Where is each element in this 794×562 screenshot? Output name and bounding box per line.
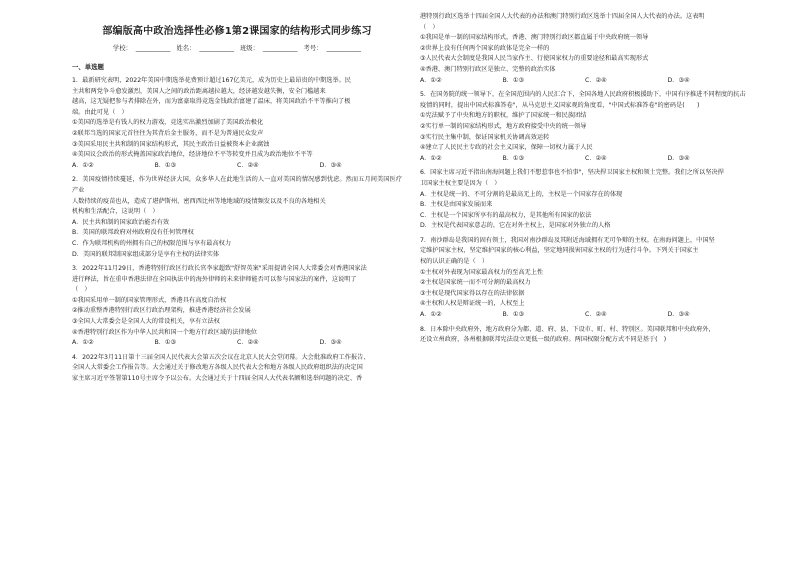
question-option: B．美国的联邦政府对州政府没有任何管理权: [72, 229, 194, 237]
question-stem-line: 1．最新研究表明，2022年美国中期选举花费预计超过167亿美元，成为历史上最昂贵的中期选举。民: [72, 77, 351, 84]
question-stem-line: 全国人大常委会工作报告等。大会通过关于修改地方各级人民代表大会和地方各级人民政府组织法的决定国: [72, 364, 363, 372]
question-block: [72, 353, 402, 385]
answer-choice[interactable]: A．①②: [420, 154, 442, 162]
question-block: [420, 90, 750, 164]
section-heading: 一、单选题: [72, 63, 104, 71]
question-stem-line: 7．南沙群岛是我国的固有领土，我国对南沙群岛及其附近海域拥有无可争辩的主权。在南海问题上，中国坚: [420, 236, 715, 244]
question-stem-line: 人数持续的疫苗也从，造成了堪萨斯州、密西西比州等地地域的疫情频发以及不良的各地相关: [72, 197, 326, 205]
question-option: ①主权对外表现为国家最高权力的至高无上性: [420, 268, 544, 276]
left-column: [72, 10, 402, 389]
question-option: ③人民代表大会制度是我国人民当家作主、行使国家权力的重要途径和最高实现形式: [420, 55, 649, 63]
question-option: ②推动重整香港特别行政区行政治理架构，推进香港经济社会发展: [72, 307, 251, 315]
question-option: ③全国人大常委会是全国人大的常设机关，享有立法权: [72, 318, 220, 326]
question-block: [72, 264, 402, 349]
answer-choice[interactable]: D．③④: [319, 339, 342, 347]
name-label: 姓名：: [176, 45, 196, 52]
answer-choice[interactable]: D．③④: [667, 154, 690, 162]
question-stem-line: 主共和两党争斗愈发激烈，美国人之间的政治距离越拉越大，经济越发越失衡，安全门槛越来: [72, 87, 326, 95]
answer-choice[interactable]: D．③④: [667, 311, 690, 319]
question-option: ②主权是国家统一而不可分割的最高权力: [420, 279, 531, 287]
question-block: [420, 168, 750, 232]
answer-choices: [420, 76, 750, 87]
question-stem-line: 进行释法，旨在重申香港法律在全国执法中的海外律师的未来律师能否可以参与国家法的案件，这说明了: [72, 275, 357, 283]
question-stem-line: 端。由此可见（ ）: [72, 108, 128, 116]
question-option: ④主权和人权是辩证统一的，人权至上: [420, 300, 525, 308]
right-column: [420, 12, 750, 350]
answer-choice[interactable]: C．②④: [585, 154, 607, 162]
answer-choices: [72, 338, 402, 349]
answer-choice[interactable]: B．①③: [502, 76, 525, 84]
question-stem-line: 4．2022年3月11日第十三届全国人民代表大会第五次会议在北京人民大会堂闭幕。大会批准政府工作报告、: [72, 353, 370, 361]
question-option: ④美国议会政治的形式掩盖国家政治地位，经济地位不平等转变并且成为政治地位不平等: [72, 151, 313, 159]
question-stem-line: 家主席习近平签署第110号主席令予以公布。大会通过关于十四届全国人大代表名额和选举问题的决定、香: [72, 375, 363, 383]
question-option: ④建立了人民民主专政的社会主义国家，保障一切权力属于人民: [420, 144, 593, 152]
question-stem-line: 5．在国务院的统一领导下，在全国范围内的人民汇合下，全国各地人民政府积极援助下，中国有序推进不同程度的抗击: [420, 91, 746, 99]
question-option: ③美国采用民主共和制的国家结构形式，其民主政治日益被资本企业腐蚀: [72, 140, 270, 148]
question-option: ④香港特别行政区作为中华人民共和国一个地方行政区域的法律地位: [72, 328, 257, 336]
question-stem-line: 机构和生活配合，这说明（ ）: [72, 208, 159, 216]
question-stem-line: 卫国家主权主要是因为（ ）: [420, 179, 501, 187]
answer-choice[interactable]: C．②④: [237, 339, 259, 347]
question-option: A．民主共和制的国家政治能否有效: [72, 218, 170, 226]
question-block: [420, 325, 750, 346]
school-blank[interactable]: ___________: [135, 45, 171, 52]
answer-choice[interactable]: C．②④: [585, 311, 607, 319]
answer-choices: [420, 154, 750, 165]
question-option: ④香港、澳门特别行政区是独立、完整的政治实体: [420, 65, 556, 73]
answer-choice[interactable]: A．①②: [72, 339, 94, 347]
question-block: [72, 175, 402, 260]
question-option: C．作为联邦机构的州拥有自己的权限范围与享有最高权力: [72, 239, 232, 247]
answer-choice[interactable]: B．①③: [502, 311, 525, 319]
number-blank[interactable]: ___________: [326, 45, 362, 52]
answer-choice[interactable]: C．②④: [585, 76, 607, 84]
question-option: ①我国采用单一制的国家管理形式，香港具有高度自治权: [72, 296, 227, 304]
page-title: 部编版高中政治选择性必修1第2课国家的结构形式同步练习: [102, 26, 372, 37]
answer-choice[interactable]: C．②④: [237, 161, 259, 169]
answer-choice[interactable]: A．①②: [420, 311, 442, 319]
answer-choice[interactable]: B．①③: [502, 154, 525, 162]
question-stem-line: 还设立州政府，各州根据联邦宪法设立更低一级的政府。两国权限分配方式不同是基于( ): [420, 336, 667, 344]
question-option: ②实行单一制的国家结构形式，地方政府接受中央的统一领导: [420, 122, 587, 130]
class-label: 班级：: [240, 45, 259, 52]
answer-choice[interactable]: D．③④: [319, 161, 342, 169]
question-option: C．主权是一个国家所享有的最高权力，是其他所有国家的依法: [420, 211, 592, 219]
question-option: D．主权是代表国家意志的，它在对外主权上，是国家对外独立的人格: [420, 222, 611, 230]
question-stem-line: 6．国家主席习近平指出南海问题上我们不想惹事也不怕事"，坚决捍卫国家主权和领土完整。我们之所以坚决捍: [420, 169, 724, 177]
name-blank[interactable]: ___________: [199, 45, 234, 52]
question-option: ①美国的选举是有钱人的权力游戏，竞选实出激烈加剧了美国政治极化: [72, 119, 264, 127]
question-stem-line: 权的认识正确的是（ ）: [420, 258, 489, 266]
number-label: 考号：: [303, 45, 323, 52]
question-block: [72, 76, 402, 171]
school-label: 学校：: [112, 45, 132, 52]
question-block: [420, 12, 750, 86]
question-stem-line: 2．美国疫情持续蔓延，作为世界经济大国，众多华人在此地生活的人一直对美国的情况感到忧虑。然而五月间美国医疗产业: [72, 176, 402, 194]
question-stem-line: 疫情的同时，提出中国式标准答卷"，从马克思主义国家观的角度看，"中国式标准答卷"的密码是( ): [420, 101, 700, 109]
answer-choice[interactable]: A．①②: [420, 76, 442, 84]
answer-choice[interactable]: B．①③: [154, 161, 177, 169]
question-stem-line: （ ）: [420, 23, 439, 31]
student-info-row: [72, 43, 402, 52]
answer-choice[interactable]: B．①③: [154, 339, 177, 347]
question-option: ①宪法赋予了中央和地方的职权，维护了国家统一和民族团结: [420, 112, 587, 120]
question-stem-line: 8．日本除中央政府外，地方政府分为都、道、府、县，下设市、町、村、特别区。美国联邦和中央政府外，: [420, 325, 715, 333]
question-option: D．美国的联邦制国家组成部分是享有主权的法律实体: [72, 250, 220, 258]
question-option: ②世界上没有任何两个国家的政体是完全一样的: [420, 44, 550, 52]
answer-choices: [420, 310, 750, 321]
question-stem-line: 定维护国家主权，坚定维护国家的核心利益，坚定地同损害国家主权的行为进行斗争。下列关于国家主: [420, 247, 699, 255]
question-stem-line: 3．2022年11月29日，香港特别行政区行政长官李家超致"舒智英案"采用提请全国人大常委会对香港国家法: [72, 265, 367, 273]
question-option: ③实行民主集中制，保证国家机关协调高效运转: [420, 133, 550, 141]
question-stem-line: （ ）: [72, 286, 91, 294]
question-stem-line: 越高，这无疑把参与者排除在外，而为富豪取得竞选金钱政治富建了温床，将美国政治不平等推向了极: [72, 98, 351, 106]
right-questions: [420, 12, 750, 346]
answer-choice[interactable]: A．①②: [72, 161, 94, 169]
class-blank[interactable]: ___________: [262, 45, 298, 52]
left-questions: [72, 76, 402, 385]
question-option: ③主权是现代国家得以存在的法律依据: [420, 289, 525, 297]
question-block: [420, 236, 750, 321]
question-option: ②联邦当选的国家元首往往为其背后金主服务，而不是为普通民众发声: [72, 129, 264, 137]
answer-choices: [72, 161, 402, 172]
question-option: A．主权是统一的、不可分割的是最高无上的，主权是一个国家存在的体现: [420, 190, 623, 198]
question-option: B．主权是由国家发展而来: [420, 201, 493, 209]
question-option: ①我国是单一制的国家结构形式，香港、澳门特别行政区都直属于中央政府统一领导: [420, 34, 649, 42]
answer-choice[interactable]: D．③④: [667, 76, 690, 84]
question-stem-line: 港特别行政区选举十四届全国人大代表的办法和澳门特别行政区选举十四届全国人大代表的办法。这表明: [420, 13, 705, 20]
